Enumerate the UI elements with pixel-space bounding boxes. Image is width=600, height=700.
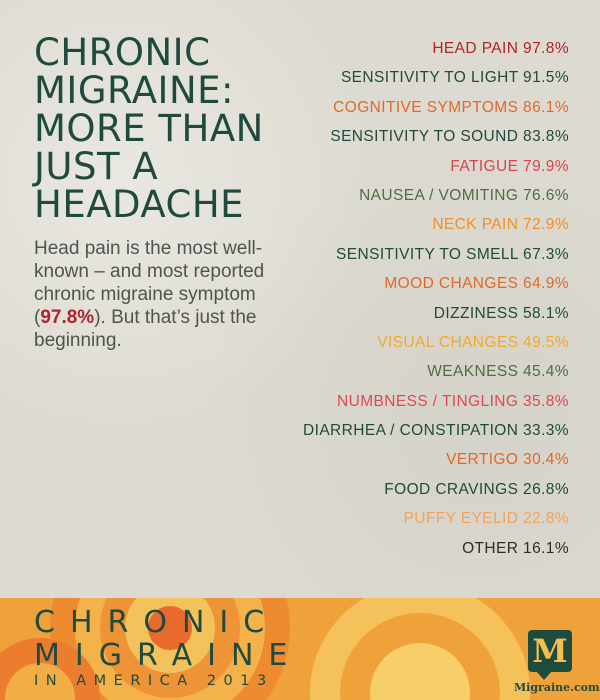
symptom-item: VISUAL CHANGES 49.5% [377,333,569,351]
symptom-item: MOOD CHANGES 64.9% [384,275,569,293]
site-name: Migraine.com [514,681,600,694]
symptom-item: PUFFY EYELID 22.8% [403,510,569,528]
symptom-item: OTHER 16.1% [462,539,569,557]
footer-banner [0,598,600,700]
brand-chronic: CHRONIC [34,605,280,640]
brand-year: IN AMERICA 2013 [34,673,274,689]
intro-highlight: 97.8% [40,307,95,328]
symptom-item: NECK PAIN 72.9% [432,216,569,234]
symptom-item: DIARRHEA / CONSTIPATION 33.3% [303,422,569,440]
headline: CHRONIC MIGRAINE: MORE THAN JUST A HEADACHE [34,31,264,226]
symptom-item: SENSITIVITY TO LIGHT 91.5% [340,69,569,87]
symptom-item: FOOD CRAVINGS 26.8% [384,480,569,498]
symptom-item: WEAKNESS 45.4% [427,363,569,381]
symptom-item: COGNITIVE SYMPTOMS 86.1% [333,98,569,116]
symptom-item: DIZZINESS 58.1% [433,304,569,322]
brand-migraine: MIGRAINE [34,638,303,673]
symptom-item: HEAD PAIN 97.8% [432,40,569,57]
symptom-item: NUMBNESS / TINGLING 35.8% [337,392,569,410]
intro-text-start: Head pain is the most well-known – and most reported chronic migraine symptom ( [34,238,265,328]
intro-text [34,237,274,352]
symptom-item: SENSITIVITY TO SMELL 67.3% [336,245,569,263]
intro-text-end: ). But that’s just the beginning. [34,307,257,351]
symptom-item: VERTIGO 30.4% [446,451,569,469]
symptom-item: FATIGUE 79.9% [450,157,569,175]
symptom-item: SENSITIVITY TO SOUND 83.8% [330,128,569,146]
symptom-list [303,34,569,563]
footer-brand [34,606,302,690]
symptom-item: NAUSEA / VOMITING 76.6% [359,186,569,204]
migraine-logo-icon: M [528,630,572,672]
